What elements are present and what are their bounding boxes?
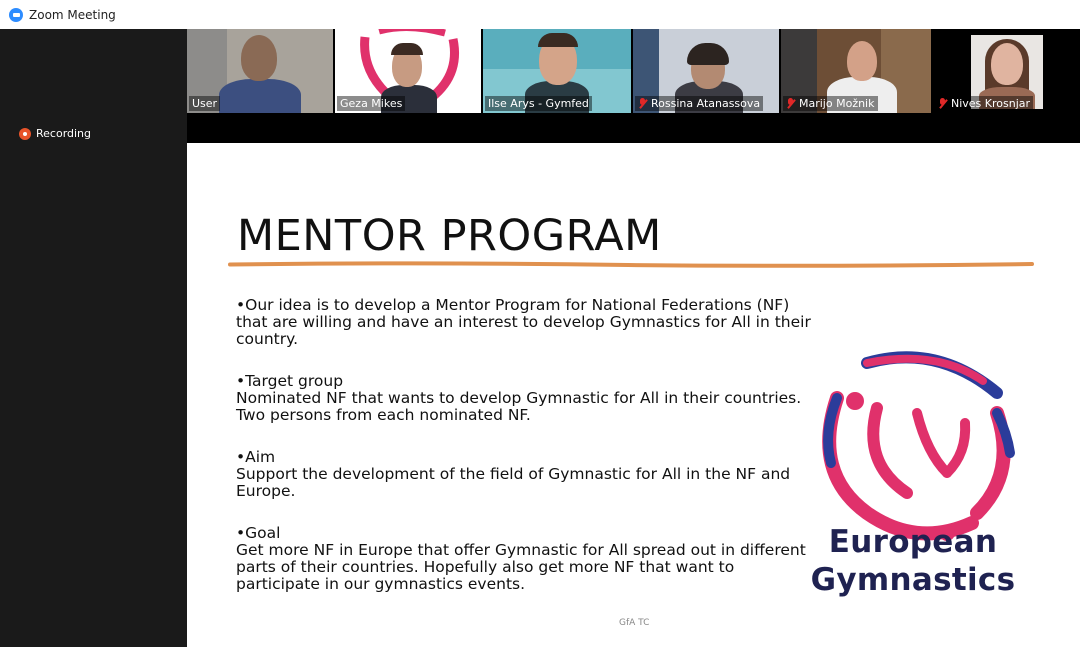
video-tile-rossina-atanassova[interactable] [633,29,779,113]
video-tile-user[interactable] [187,29,333,113]
slide-section: •Goal Get more NF in Europe that offer Gymnastic for All spread out in different parts of their countries. Hopefully also get more NF that want to participate in our gymnastics events. [236,524,806,593]
participant-name-tag: User [189,96,220,111]
muted-mic-icon [638,98,647,109]
zoom-app-icon [9,8,23,22]
participant-name-tag: Marijo Možnik [783,96,878,111]
recording-indicator[interactable] [19,127,91,140]
participant-name-tag: Rossina Atanassova [635,96,763,111]
participant-name-tag: Ilse Arys - Gymfed [485,96,592,111]
recording-icon [19,128,31,140]
shared-screen-slide [187,143,1080,647]
participant-name-tag: Geza Mikes [337,96,405,111]
participant-gallery [187,29,1080,143]
video-tile-nives-krosnjar[interactable] [933,29,1080,113]
video-tile-geza-mikes[interactable] [335,29,481,113]
window-titlebar [0,0,1080,29]
slide-section: •Aim Support the development of the field of Gymnastic for All in the NF and Europe. [236,448,791,500]
slide-footer: GfA TC [619,618,650,628]
muted-mic-icon [938,98,947,109]
video-tile-ilse-arys[interactable] [483,29,631,113]
logo-wordmark: European Gymnastics [810,524,1016,598]
muted-mic-icon [786,98,795,109]
video-tile-marijo-moznik[interactable] [781,29,931,113]
slide-section: •Target group Nominated NF that wants to develop Gymnastic for All in their countries. Two persons from each nominated NF. [236,372,802,424]
app-title: Zoom Meeting [29,7,116,22]
slide-section: •Our idea is to develop a Mentor Program for National Federations (NF) that are willing and have an interest to develop Gymnastics for All in their country. [236,296,811,348]
recording-label: Recording [36,127,92,140]
slide-title-underline [228,261,1034,268]
slide-body [236,296,811,618]
participant-name-tag: Nives Krosnjar [935,96,1033,111]
slide-title: MENTOR PROGRAM [237,211,662,261]
